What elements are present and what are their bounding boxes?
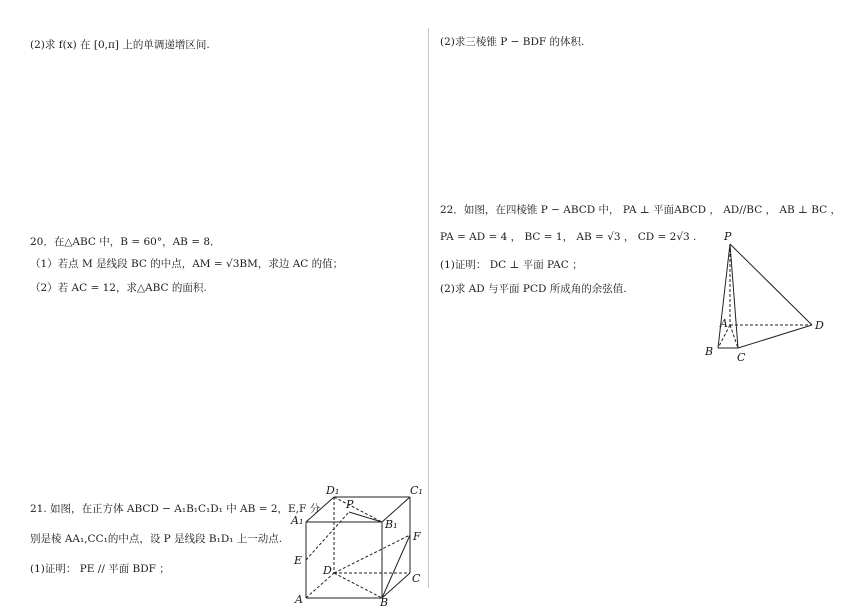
label-C1: C₁ [410, 484, 423, 497]
label-B: B [705, 345, 714, 358]
label-B1: B₁ [385, 518, 398, 531]
column-divider [428, 28, 429, 588]
q21-part2: (2)求三棱锥 P − BDF 的体积. [440, 36, 585, 48]
q20-part1: （1）若点 M 是线段 BC 的中点，AM = √3BM，求边 AC 的值； [30, 258, 344, 270]
cube-figure [286, 484, 426, 608]
q19-part2: (2)求 f(x) 在 [0,π] 上的单调递增区间. [30, 39, 210, 51]
q22-stem-line1: 22．如图，在四棱锥 P − ABCD 中， PA ⊥ 平面ABCD ， AD//BC ， AB ⊥ BC ， [440, 204, 842, 216]
q22-stem-line2: PA = AD = 4 ， BC = 1， AB = √3 ， CD = 2√3 . [440, 231, 697, 243]
label-A: A [720, 317, 728, 330]
label-A1: A₁ [291, 514, 304, 527]
label-B: B [380, 596, 389, 608]
label-P: P [724, 230, 732, 243]
q20-part2: （2）若 AC = 12，求△ABC 的面积. [30, 282, 207, 294]
q21-stem-line2: 别是棱 AA₁,CC₁的中点，设 P 是线段 B₁D₁ 上一动点. [30, 533, 283, 545]
label-D1: D₁ [326, 484, 340, 497]
q22-part2: (2)求 AD 与平面 PCD 所成角的余弦值. [440, 283, 627, 295]
q21-part1: (1)证明： PE // 平面 BDF ； [30, 563, 170, 575]
label-D: D [323, 564, 332, 577]
q22-part1: (1)证明： DC ⊥ 平面 PAC ； [440, 259, 583, 271]
pyramid-figure [700, 228, 840, 368]
q20-stem: 20．在△ABC 中，B = 60°，AB = 8． [30, 236, 221, 248]
label-E: E [294, 554, 303, 567]
label-C: C [412, 572, 421, 585]
label-A: A [295, 593, 303, 606]
label-P: P [346, 498, 354, 511]
q21-stem-line1: 21. 如图，在正方体 ABCD − A₁B₁C₁D₁ 中 AB = 2，E,F 分 [30, 503, 321, 515]
label-F: F [413, 530, 421, 543]
label-C: C [737, 351, 746, 364]
label-D: D [815, 319, 824, 332]
